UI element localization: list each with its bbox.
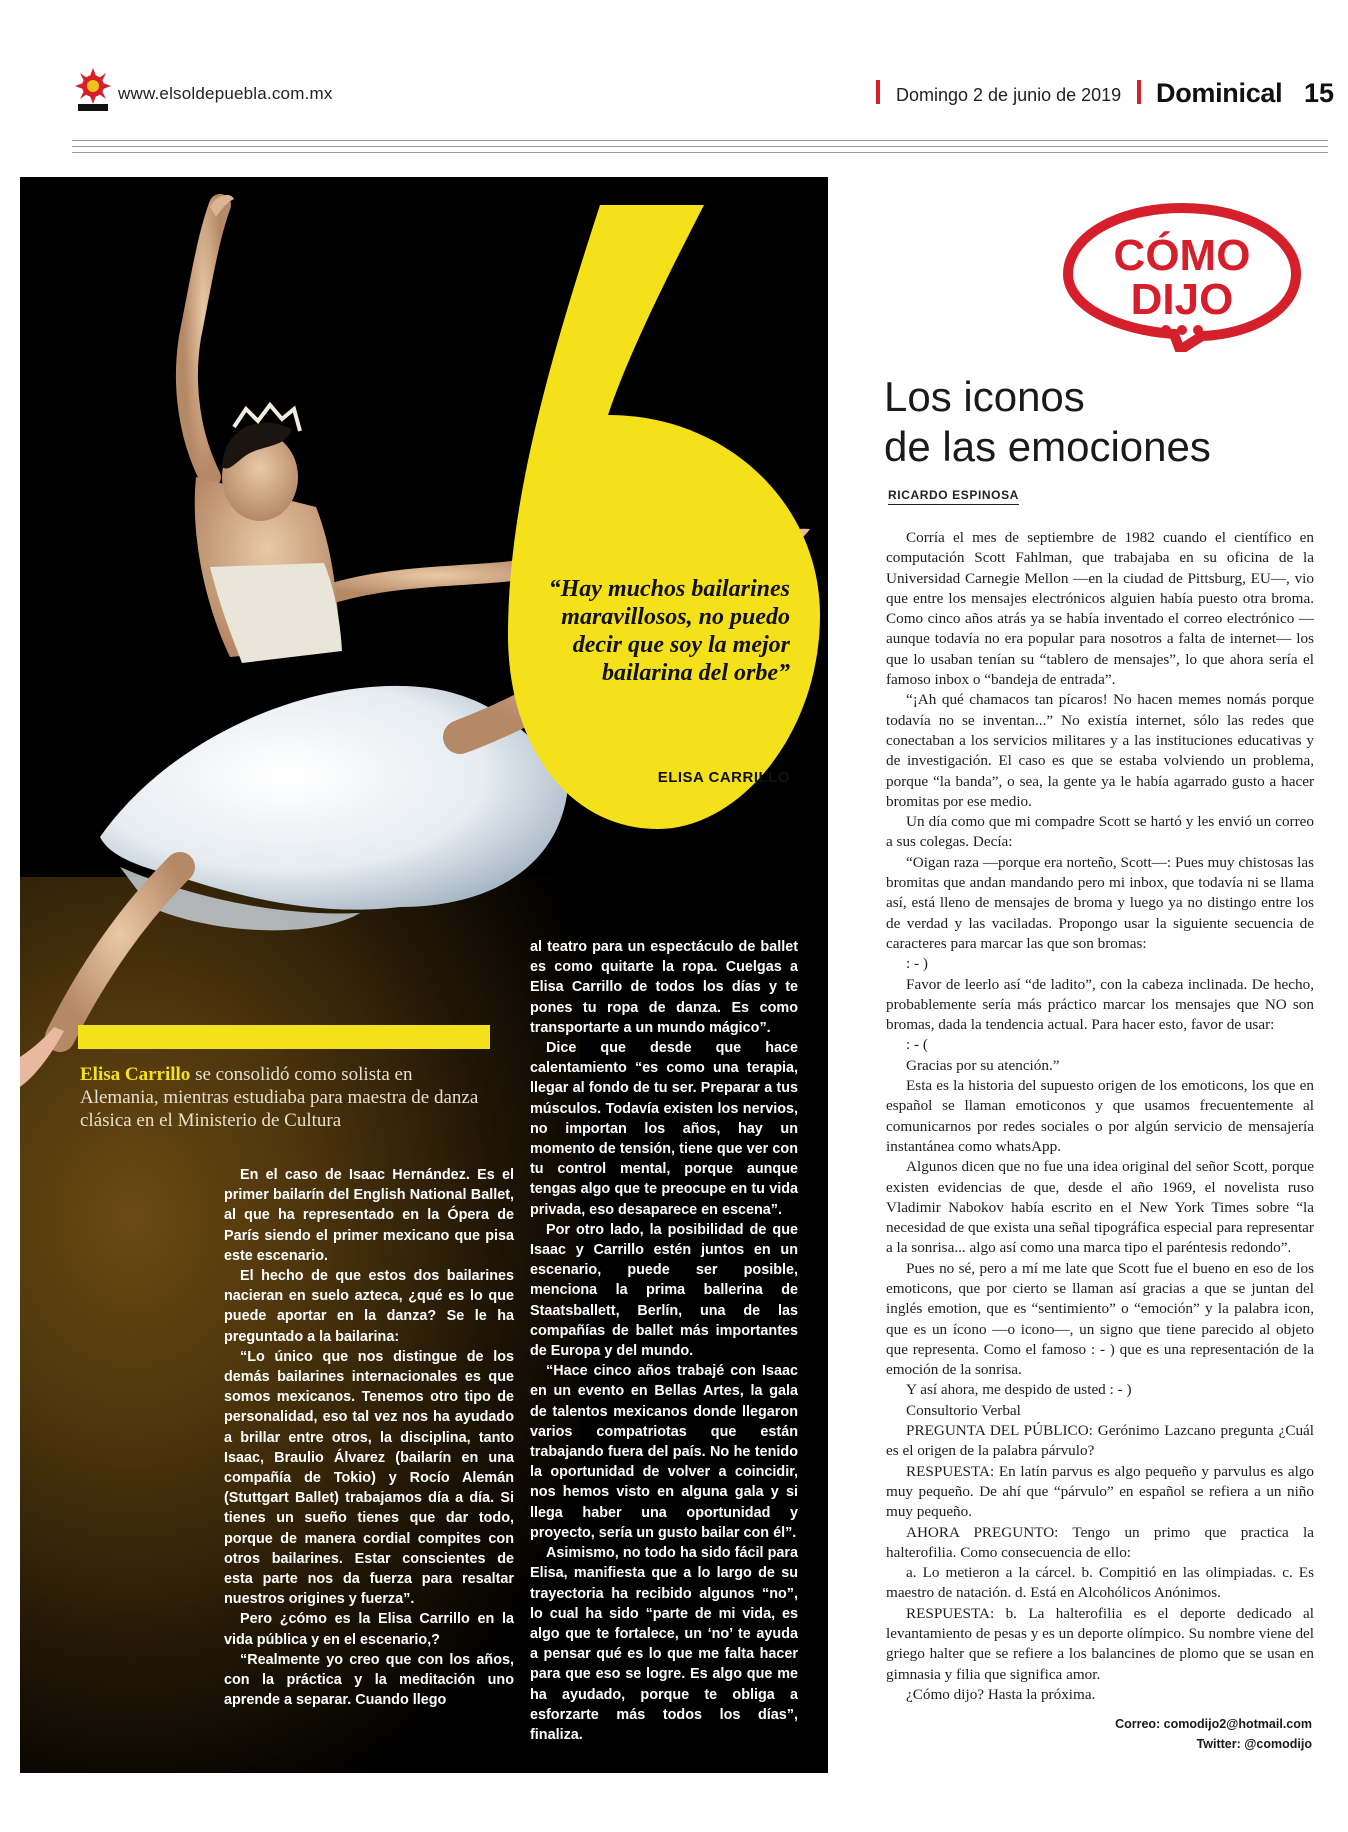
column-title: [884, 372, 1211, 472]
article-paragraph: En el caso de Isaac Hernández. Es el primer bailarín del English National Ballet, al que ha representado en la Ópera de París siendo el primer mexicano que pisa este escenario.: [224, 1167, 514, 1264]
column-paragraph: “Oigan raza —porque era norteño, Scott—: Pues muy chistosas las bromitas que andan mandando pero mi inbox, que todavía ni se llama así, está lleno de mensajes de broma y luego ya no distingo entre los de verdad y las vaciladas. Propongo usar la siguiente secuencia de caracteres para marcar las que son bromas:: [886, 853, 1314, 952]
column-paragraph: ¿Cómo dijo? Hasta la próxima.: [906, 1685, 1096, 1703]
emoticon-line: : - (: [906, 1036, 928, 1054]
page-number: 15: [1304, 78, 1335, 108]
como-dijo-logo: [1062, 202, 1302, 352]
article-paragraph: Pero ¿cómo es la Elisa Carrillo en la vida pública y en el escenario,?: [224, 1611, 514, 1648]
column-paragraph: Consultorio Verbal: [906, 1401, 1021, 1419]
article-paragraph: “Realmente yo creo que con los años, con la práctica y la meditación uno aprende a separar. Cuando llego: [224, 1651, 514, 1709]
column-paragraph: a. Lo metieron a la cárcel. b. Compitió en las olimpiadas. c. Es maestro de natación. d. Está en Alcohólicos Anónimos.: [886, 1564, 1314, 1602]
badge-line2: DIJO: [1130, 275, 1234, 324]
column-paragraph: Gracias por su atención.”: [906, 1056, 1060, 1074]
header-rule: [72, 152, 1328, 153]
caption-text: se consolidó como solista en Alemania, mientras estudiaba para maestra de danza clásica en el Ministerio de Cultura: [80, 1064, 479, 1131]
column-paragraph: AHORA PREGUNTO: Tengo un primo que practica la halterofilia. Como consecuencia de ello:: [886, 1523, 1314, 1561]
column-contact: [1000, 1714, 1312, 1754]
column-paragraph: Corría el mes de septiembre de 1982 cuando el científico en computación Scott Fahlman, que trabajaba en su oficina de la Universidad Carnegie Mellon —en la ciudad de Pittsburg, EU—, vio que entre los mensajes electrónicos alguien había puesto otra broma. Como cinco años atrás ya se había inventado el correo electrónico —aunque todavía no era popular para nosotros a falta de internet— los que lo usaban tenían su “tablero de mensajes”, lo que ahora sería el famoso inbox o “bandeja de entrada”.: [886, 529, 1314, 689]
site-url[interactable]: www.elsoldepuebla.com.mx: [118, 84, 333, 103]
contact-twitter[interactable]: Twitter: @comodijo: [1196, 1737, 1312, 1751]
header-rule: [72, 140, 1328, 141]
caption-highlight-bar: [78, 1025, 490, 1049]
column-paragraph: Y así ahora, me despido de usted : - ): [906, 1381, 1132, 1399]
oem-logo-icon: [72, 66, 114, 112]
column-paragraph: Favor de leerlo así “de ladito”, con la cabeza inclinada. De hecho, probablemente sería más práctico marcar los mensajes que NO son bromas, dada la tendencia actual. Para hacer esto, favor de usar:: [886, 975, 1314, 1034]
quote-mark-icon: [508, 205, 820, 829]
header-divider: [1137, 80, 1141, 104]
column-body: [886, 528, 1314, 1705]
emoticon-line: : - ): [906, 955, 928, 973]
badge-line1: CÓMO: [1113, 231, 1251, 280]
header-divider: [876, 80, 880, 104]
photo-caption: [80, 1063, 480, 1132]
article-paragraph: “Hace cinco años trabajé con Isaac en un evento en Bellas Artes, la gala de talentos mexicanos donde llegaron varios compatriotas que están trabajando fuera del país. No he tenido la oportunidad de volver a coincidir, nos hemos visto en alguna gala y si llega haber una oportunidad y proyecto, sería un gusto bailar con él”.: [530, 1363, 798, 1541]
feature-panel: [20, 177, 828, 1773]
issue-date: Domingo 2 de junio de 2019: [896, 85, 1122, 105]
title-line: Los iconos: [884, 373, 1085, 420]
contact-email[interactable]: Correo: comodijo2@hotmail.com: [1115, 1717, 1312, 1731]
article-paragraph: “Lo único que nos distingue de los demás bailarines internacionales es que somos mexicanos. Tenemos otro tipo de personalidad, eso tal vez nos ha ayudado a brillar entre otros, la disciplina, tanto Isaac, Braulio Álvarez (bailarín en una compañía de Tokio) y Rocío Alemán (Stuttgart Ballet) trabajamos día a día. Si tienes un sueño tienes que dar todo, porque de manera cordial compites con otros bailarines. Estar conscientes de esta parte nos da fuerza para resaltar nuestros origines y fuerza”.: [224, 1348, 514, 1608]
column-paragraph: RESPUESTA: En latín parvus es algo pequeño y parvulus es algo muy pequeño. De ahí que “párvulo” en español se refiera a un niño muy pequeño.: [886, 1462, 1314, 1521]
column-paragraph: RESPUESTA: b. La halterofilia es el deporte dedicado al levantamiento de pesas y es un deporte olímpico. Su nombre viene del griego halter que se refiere a los balancines de plomo que se usan en gimnasia y filia que significa amor.: [886, 1604, 1314, 1683]
article-paragraph: al teatro para un espectáculo de ballet es como quitarte la ropa. Cuelgas a Elisa Carrillo de todos los días y te pones tu ropa de danza. Es como transportarte a un mundo mágico”.: [530, 939, 798, 1036]
caption-name: Elisa Carrillo: [80, 1064, 191, 1085]
article-column-1: [224, 1165, 514, 1710]
column-paragraph: “¡Ah qué chamacos tan pícaros! No hacen memes nomás porque todavía no se inventan...” No existía internet, sólo las redes que conectaban a los servicios militares y a las instituciones educativas y de investigación. El caso es que se estaba volviendo un problema, porque “la banda”, o sea, la gente ya le había agarrado gusto a hacer bromitas por ese medio.: [886, 691, 1314, 810]
title-line: de las emociones: [884, 423, 1211, 470]
column-paragraph: Algunos dicen que no fue una idea original del señor Scott, porque existen evidencias de que, desde el año 1969, el novelista ruso Vladimir Nabokov había escrito en el New York Times sobre “la necesidad de que exista una señal tipográfica especial para representar a la sonrisa... algo así como una marca tipo el paréntesis redondo”.: [886, 1158, 1314, 1257]
quote-author: ELISA CARRILLO: [657, 769, 790, 786]
column-byline: RICARDO ESPINOSA: [888, 488, 1019, 505]
column-paragraph: PREGUNTA DEL PÚBLICO: Gerónimo Lazcano pregunta ¿Cuál es el origen de la palabra párvulo?: [886, 1422, 1314, 1460]
column-paragraph: Pues no sé, pero a mí me late que Scott fue el bueno en eso de los emoticons, que por cierto se llaman así gracias a que se juntan del inglés emotion, que es “sentimiento” o “emoción” y la palabra icon, que es un ícono —o icono—, un signo que tiene parecido al objeto que representa. Como el famoso : - ) que es una representación de la emoción de la sonrisa.: [886, 1259, 1314, 1379]
article-paragraph: Por otro lado, la posibilidad de que Isaac y Carrillo estén juntos en un escenario, puede ser posible, menciona la prima ballerina de Staatsballett, Berlín, una de las compañías de ballet más importantes de Europa y del mundo.: [530, 1221, 798, 1360]
pull-quote: “Hay muchos bailarines maravillosos, no puedo decir que soy la mejor bailarina del orbe”: [548, 576, 790, 686]
column-paragraph: Esta es la historia del supuesto origen de los emoticons, los que en español se llaman emoticonos y que usamos frecuentemente al comunicarnos por redes sociales o por algún servicio de mensajería instantánea como whatsApp.: [886, 1077, 1314, 1155]
article-paragraph: El hecho de que estos dos bailarines nacieran en suelo azteca, ¿qué es lo que puede aportar en la danza? Se le ha preguntado a la bailarina:: [224, 1268, 514, 1345]
article-column-2: [530, 937, 798, 1745]
section-name: Dominical: [1156, 78, 1283, 108]
article-paragraph: Asimismo, no todo ha sido fácil para Elisa, manifiesta que a lo largo de su trayectoria ha recibido algunos “no”, lo cual ha sido “parte de mi vida, es algo que te fortalece, un ‘no’ te ayuda a pensar qué es lo que me falta hacer para que eso se logre. Es algo que me ha ayudado, porque te obliga a esforzarte más todos los días”, finaliza.: [530, 1545, 798, 1743]
header-rule: [72, 146, 1328, 147]
column-paragraph: Un día como que mi compadre Scott se hartó y les envió un correo a sus colegas. Decía:: [886, 813, 1314, 851]
article-paragraph: Dice que desde que hace calentamiento “es como una terapia, llegar al fondo de tu ser. Preparar a tus músculos. Todavía existen los nervios, no importan los años, hay un momento de tensión, tiene que ver con tu control mental, porque aunque tengas algo que te preocupe en tu vida privada, eso desaparece en escena”.: [530, 1040, 798, 1218]
